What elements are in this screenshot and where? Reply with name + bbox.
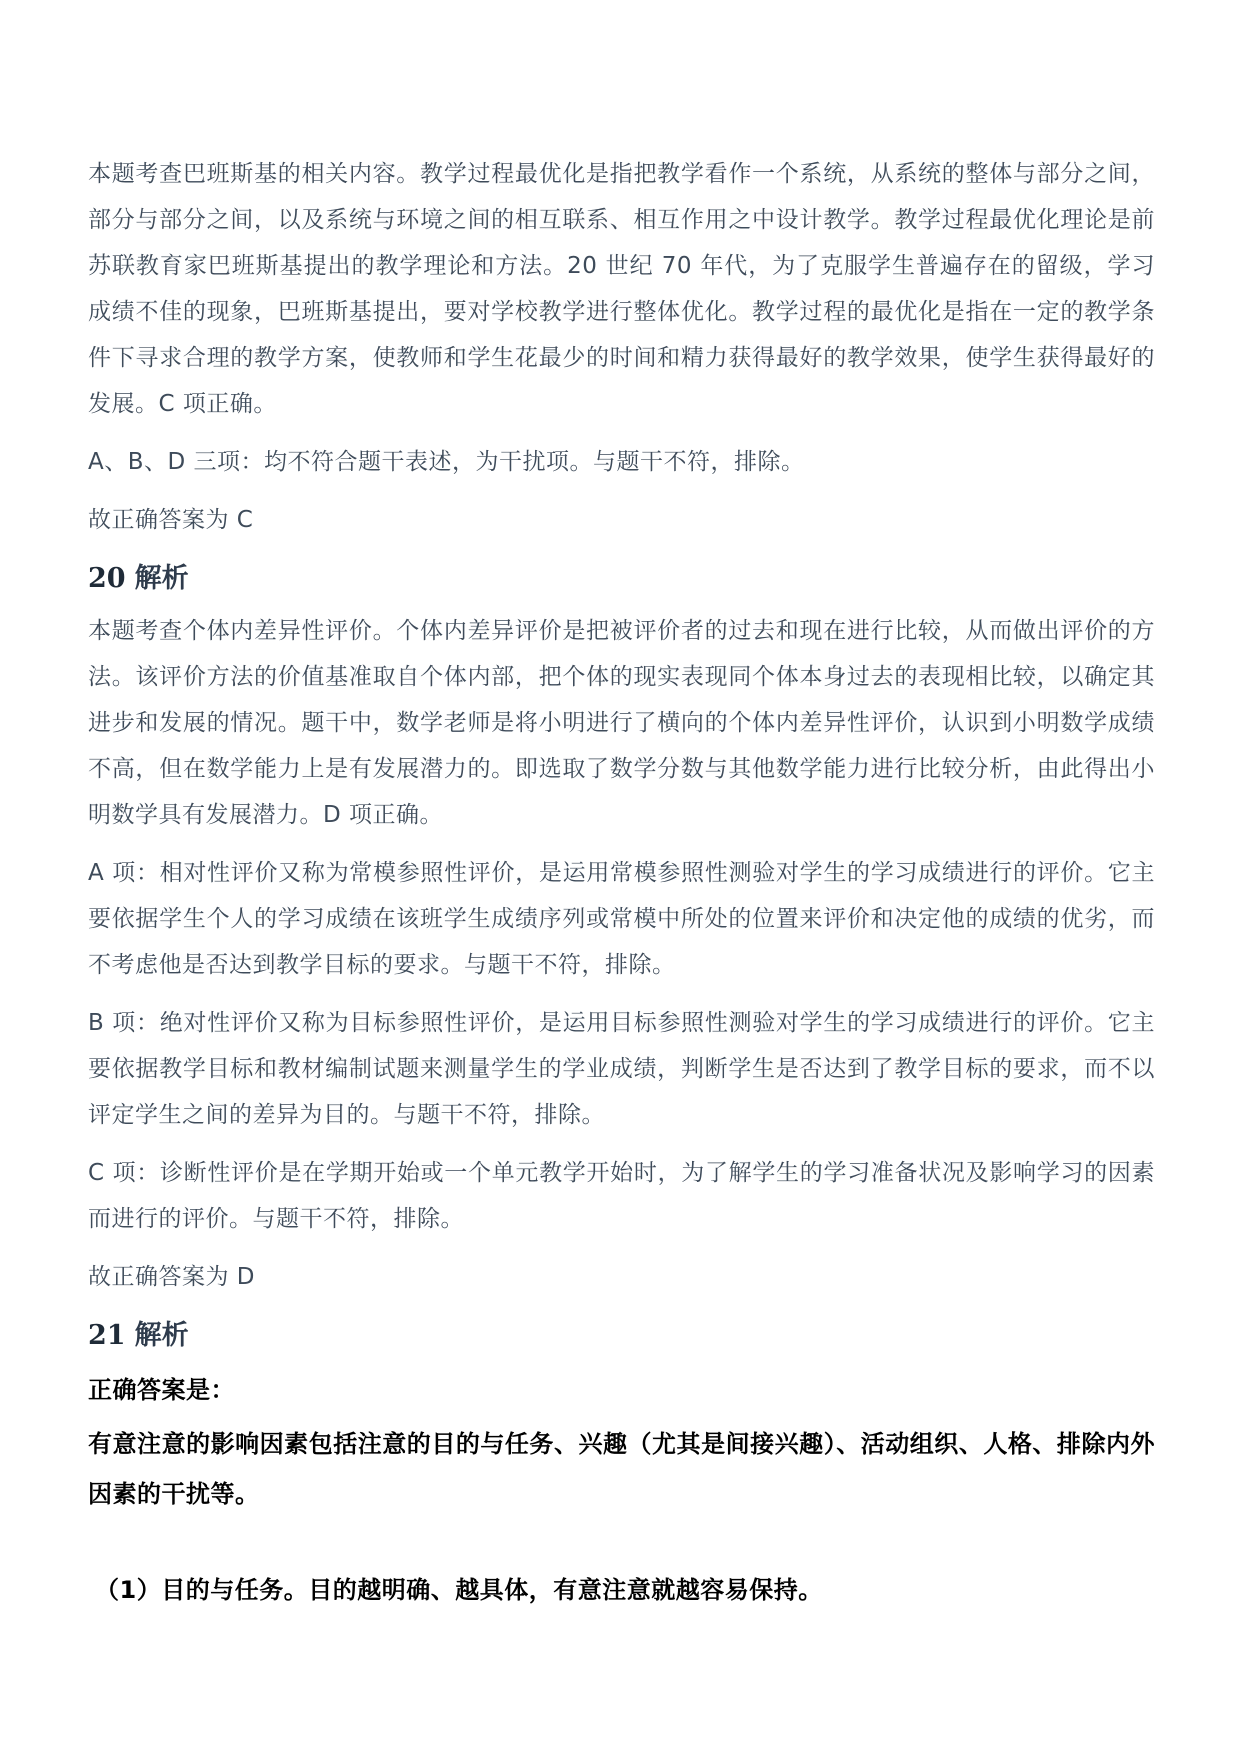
option-b-analysis: B 项：绝对性评价又称为目标参照性评价，是运用目标参照性测验对学生的学习成绩进行的评价。它主要依据教学目标和教材编制试题来测量学生的学业成绩，判断学生是否达到了教学目标的要求，而不以评定学生之间的差异为目的。与题干不符，排除。 — [88, 1010, 1155, 1128]
distractor-note: A、B、D 三项：均不符合题干表述，为干扰项。与题干不符，排除。 — [88, 449, 805, 475]
heading-label: 解析 — [134, 563, 189, 594]
question-number: 21 — [88, 1320, 126, 1351]
answer-explanation-19 — [88, 151, 1155, 543]
answer-explanation-21 — [88, 1316, 1155, 1615]
section-heading-21 — [88, 1316, 1155, 1356]
question-number: 20 — [88, 563, 126, 594]
correct-answer-intro: 正确答案是： — [88, 1376, 235, 1404]
heading-label: 解析 — [134, 1320, 189, 1351]
answer-summary: 有意注意的影响因素包括注意的目的与任务、兴趣（尤其是间接兴趣）、活动组织、人格、排除内外因素的干扰等。 — [88, 1430, 1155, 1508]
answer-point-1: （1）目的与任务。目的越明确、越具体，有意注意就越容易保持。 — [95, 1576, 823, 1604]
option-a-analysis: A 项：相对性评价又称为常模参照性评价，是运用常模参照性测验对学生的学习成绩进行的评价。它主要依据学生个人的学习成绩在该班学生成绩序列或常模中所处的位置来评价和决定他的成绩的优劣，而不考虑他是否达到教学目标的要求。与题干不符，排除。 — [88, 860, 1155, 978]
option-c-analysis: C 项：诊断性评价是在学期开始或一个单元教学开始时，为了解学生的学习准备状况及影响学习的因素而进行的评价。与题干不符，排除。 — [88, 1160, 1155, 1232]
explanation-paragraph: 本题考查巴班斯基的相关内容。教学过程最优化是指把教学看作一个系统，从系统的整体与部分之间，部分与部分之间，以及系统与环境之间的相互联系、相互作用之中设计教学。教学过程最优化理论是前苏联教育家巴班斯基提出的教学理论和方法。20 世纪 70 年代，为了克服学生普遍存在的留级，学习成绩不佳的现象，巴班斯基提出，要对学校教学进行整体优化。教学过程的最优化是指在一定的教学条件下寻求合理的教学方案，使教师和学生花最少的时间和精力获得最好的教学效果，使学生获得最好的发展。C 项正确。 — [88, 161, 1155, 417]
correct-answer-line: 故正确答案为 C — [88, 507, 254, 533]
section-heading-20 — [88, 559, 1155, 599]
answer-explanation-20 — [88, 559, 1155, 1300]
correct-answer-line: 故正确答案为 D — [88, 1264, 256, 1290]
explanation-paragraph: 本题考查个体内差异性评价。个体内差异评价是把被评价者的过去和现在进行比较，从而做出评价的方法。该评价方法的价值基准取自个体内部，把个体的现实表现同个体本身过去的表现相比较，以确定其进步和发展的情况。题干中，数学老师是将小明进行了横向的个体内差异性评价，认识到小明数学成绩不高，但在数学能力上是有发展潜力的。即选取了数学分数与其他数学能力进行比较分析，由此得出小明数学具有发展潜力。D 项正确。 — [88, 618, 1155, 828]
